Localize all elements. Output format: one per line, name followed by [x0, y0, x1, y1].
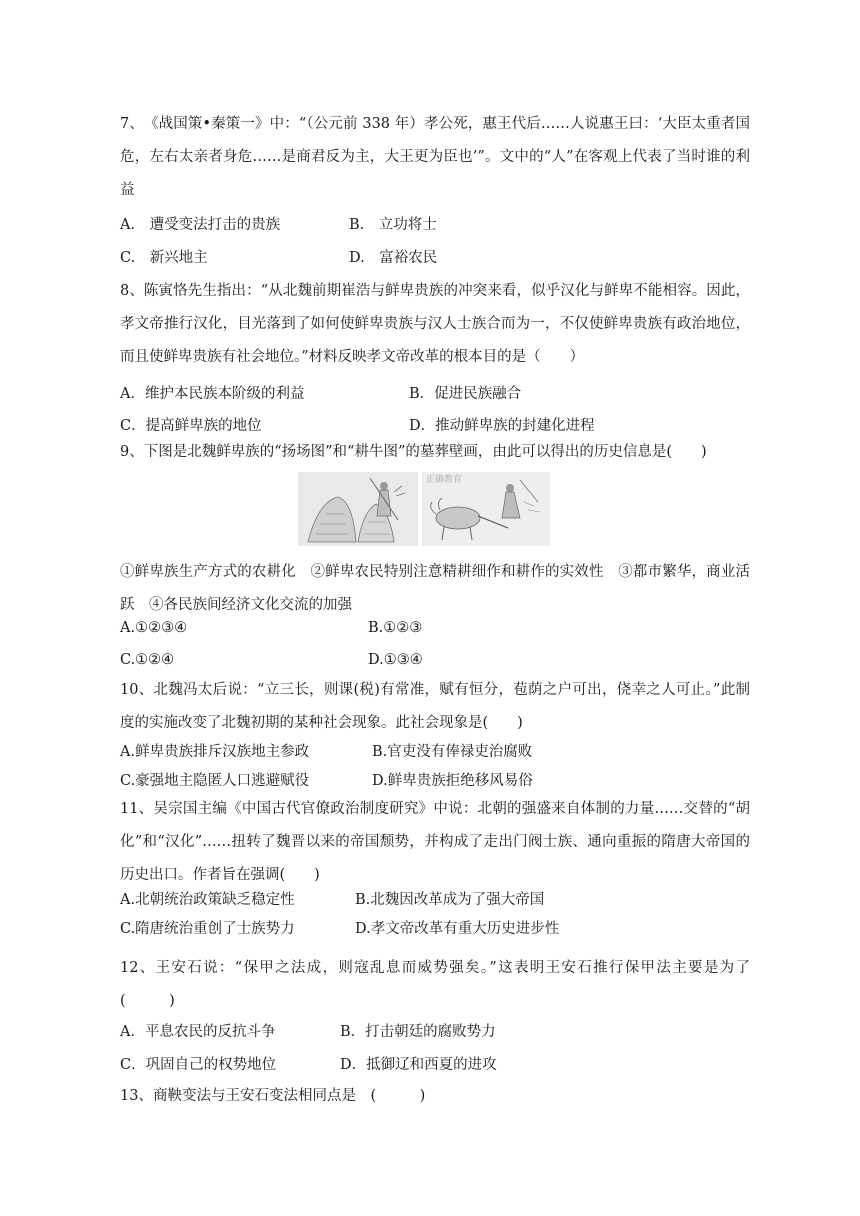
q12-option-b: B．打击朝廷的腐败势力 — [340, 1024, 496, 1040]
q9-option-c: C.①②④ — [120, 652, 175, 668]
q11-option-d: D.孝文帝改革有重大历史进步性 — [355, 921, 560, 937]
q8-option-c: C．提高鲜卑族的地位 — [120, 418, 262, 434]
q10-option-c: C.豪强地主隐匿人口逃避赋役 — [120, 773, 310, 789]
q11-option-b: B.北魏因改革成为了强大帝国 — [355, 892, 545, 908]
question-7-stem: 7、 《战国策•秦策一》中：“（公元前 338 年）孝公死，惠王代后……人说惠王曰：‘大臣太重者国危，左右太亲者身危……是商君反为主，大王更为臣也’”。文中的“人”在客观上代表了当时谁的利益 — [120, 116, 750, 198]
question-11-stem: 11、吴宗国主编《中国古代官僚政治制度研究》中说：北朝的强盛来自体制的力量……交替的“胡化”和“汉化”……扭转了魏晋以来的帝国颓势，并构成了走出门阀士族、通向重振的隋唐大帝国的历史出口。作者旨在强调( ) — [120, 801, 750, 883]
q9-option-d: D.①③④ — [368, 652, 423, 668]
q7-option-d: D. 富裕农民 — [349, 250, 438, 266]
q12-option-d: D．抵御辽和西夏的进攻 — [340, 1057, 497, 1073]
question-12-stem: 12、王安石说：“保甲之法成，则寇乱息而威势强矣。”这表明王安石推行保甲法主要是为了 ( ) — [120, 960, 765, 1009]
q8-option-d: D．推动鲜卑族的封建化进程 — [409, 418, 595, 434]
question-13-stem: 13、商鞅变法与王安石变法相同点是 ( ) — [120, 1088, 426, 1104]
q12-option-a: A．平息农民的反抗斗争 — [120, 1024, 276, 1040]
mural-watermark: 正确教育 — [426, 475, 463, 485]
question-10-stem: 10、北魏冯太后说：“立三长，则课(税)有常准，赋有恒分，苞荫之户可出，侥幸之人可止。”此制度的实施改变了北魏初期的某种社会现象。此社会现象是( ) — [120, 682, 750, 731]
q7-option-c: C. 新兴地主 — [120, 250, 208, 266]
tomb-mural-image — [298, 472, 550, 546]
q10-option-b: B.官吏没有俸禄吏治腐败 — [372, 744, 533, 760]
q12-option-c: C．巩固自己的权势地位 — [120, 1057, 277, 1073]
q8-option-b: B．促进民族融合 — [409, 386, 522, 402]
q11-option-c: C.隋唐统治重创了士族势力 — [120, 921, 295, 937]
q9-option-b: B.①②③ — [368, 620, 423, 636]
question-9-stem: 9、下图是北魏鲜卑族的“扬场图”和“耕牛图”的墓葬壁画，由此可以得出的历史信息是( ) — [120, 444, 707, 460]
q11-option-a: A.北朝统治政策缺乏稳定性 — [120, 892, 295, 908]
mural-illustration — [298, 472, 550, 546]
q8-option-a: A．维护本民族本阶级的利益 — [120, 386, 305, 402]
question-8-stem: 8、陈寅恪先生指出：“从北魏前期崔浩与鲜卑贵族的冲突来看，似乎汉化与鲜卑不能相容。因此，孝文帝推行汉化，目光落到了如何使鲜卑贵族与汉人士族合而为一，不仅使鲜卑贵族有政治地位，而且使鲜卑贵族有社会地位。”材料反映孝文帝改革的根本目的是（ ） — [120, 283, 750, 365]
q10-option-d: D.鲜卑贵族拒绝移风易俗 — [372, 773, 533, 789]
question-9-statements: ①鲜卑族生产方式的农耕化 ②鲜卑农民特别注意精耕细作和耕作的实效性 ③都市繁华，商业活跃 ④各民族间经济文化交流的加强 — [120, 564, 750, 613]
q9-option-a: A.①②③④ — [120, 620, 188, 636]
q10-option-a: A.鲜卑贵族排斥汉族地主参政 — [120, 744, 310, 760]
q7-option-b: B. 立功将士 — [349, 217, 437, 233]
q7-option-a: A. 遭受变法打击的贵族 — [120, 217, 281, 233]
